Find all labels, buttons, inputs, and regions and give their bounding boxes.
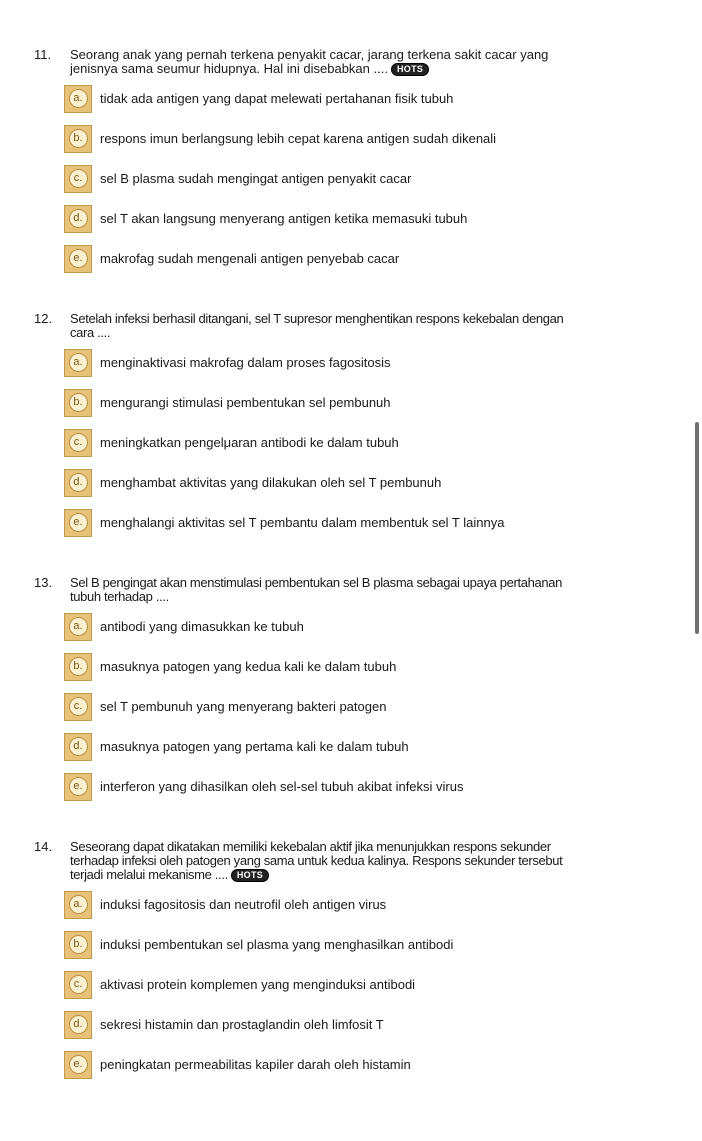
option-letter: a. xyxy=(69,89,88,108)
answer-options xyxy=(34,613,674,800)
option-b[interactable] xyxy=(64,125,674,152)
option-letter: d. xyxy=(69,1015,88,1034)
question-line: Sel B pengingat akan menstimulasi pembentukan sel B plasma sebagai upaya pertahanan xyxy=(70,575,563,590)
option-a[interactable] xyxy=(64,891,674,918)
option-marker[interactable] xyxy=(64,693,92,721)
option-marker[interactable] xyxy=(64,931,92,959)
option-d[interactable] xyxy=(64,205,674,232)
question-14 xyxy=(34,840,674,1091)
option-text: peningkatan permeabilitas kapiler darah oleh histamin xyxy=(100,1057,411,1072)
option-marker[interactable] xyxy=(64,85,92,113)
option-letter: c. xyxy=(69,697,88,716)
option-d[interactable] xyxy=(64,469,674,496)
question-number: 12. xyxy=(34,311,53,326)
question-line: tubuh terhadap .... xyxy=(70,589,169,604)
option-text: interferon yang dihasilkan oleh sel-sel tubuh akibat infeksi virus xyxy=(100,779,464,794)
hots-badge: HOTS xyxy=(391,63,429,76)
question-header xyxy=(34,840,674,882)
question-line: terjadi melalui mekanisme .... xyxy=(70,867,228,882)
option-letter: d. xyxy=(69,209,88,228)
question-header xyxy=(34,312,674,340)
option-letter: d. xyxy=(69,473,88,492)
option-a[interactable] xyxy=(64,349,674,376)
option-d[interactable] xyxy=(64,1011,674,1038)
option-letter: d. xyxy=(69,737,88,756)
option-text: sel T akan langsung menyerang antigen ketika memasuki tubuh xyxy=(100,211,468,226)
option-letter: c. xyxy=(69,975,88,994)
option-marker[interactable] xyxy=(64,971,92,999)
scrollbar[interactable] xyxy=(695,422,699,634)
option-e[interactable] xyxy=(64,245,674,272)
question-line: Setelah infeksi berhasil ditangani, sel T supresor menghentikan respons kekebalan dengan xyxy=(70,311,564,326)
question-header xyxy=(34,48,674,76)
hots-badge: HOTS xyxy=(231,869,269,882)
option-marker[interactable] xyxy=(64,165,92,193)
option-text: meningkatkan pengelμaran antibodi ke dalam tubuh xyxy=(100,435,399,450)
option-text: mengurangi stimulasi pembentukan sel pembunuh xyxy=(100,395,391,410)
answer-options xyxy=(34,349,674,536)
option-text: sel T pembunuh yang menyerang bakteri patogen xyxy=(100,699,387,714)
answer-options xyxy=(34,85,674,272)
option-letter: a. xyxy=(69,895,88,914)
option-e[interactable] xyxy=(64,773,674,800)
option-text: respons imun berlangsung lebih cepat karena antigen sudah dikenali xyxy=(100,131,497,146)
option-marker[interactable] xyxy=(64,1011,92,1039)
option-marker[interactable] xyxy=(64,733,92,761)
option-b[interactable] xyxy=(64,931,674,958)
option-marker[interactable] xyxy=(64,613,92,641)
option-c[interactable] xyxy=(64,971,674,998)
question-line: cara .... xyxy=(70,325,111,340)
option-letter: a. xyxy=(69,353,88,372)
question-line: Seseorang dapat dikatakan memiliki kekebalan aktif jika menunjukkan respons sekunder xyxy=(70,839,551,854)
option-letter: b. xyxy=(69,657,88,676)
question-13 xyxy=(34,576,674,813)
option-text: induksi fagositosis dan neutrofil oleh antigen virus xyxy=(100,897,387,912)
question-number: 13. xyxy=(34,575,53,590)
option-e[interactable] xyxy=(64,1051,674,1078)
option-text: makrofag sudah mengenali antigen penyebab cacar xyxy=(100,251,400,266)
question-line: jenisnya sama seumur hidupnya. Hal ini disebabkan .... xyxy=(70,61,388,76)
question-line: Seorang anak yang pernah terkena penyakit cacar, jarang terkena sakit cacar yang xyxy=(70,47,549,62)
option-text: menghambat aktivitas yang dilakukan oleh sel T pembunuh xyxy=(100,475,442,490)
option-b[interactable] xyxy=(64,389,674,416)
question-number: 14. xyxy=(34,839,53,854)
option-letter: b. xyxy=(69,393,88,412)
question-text xyxy=(70,48,668,76)
option-marker[interactable] xyxy=(64,125,92,153)
option-marker[interactable] xyxy=(64,389,92,417)
option-letter: c. xyxy=(69,169,88,188)
option-a[interactable] xyxy=(64,613,674,640)
option-letter: b. xyxy=(69,935,88,954)
option-letter: a. xyxy=(69,617,88,636)
option-text: aktivasi protein komplemen yang menginduksi antibodi xyxy=(100,977,416,992)
option-d[interactable] xyxy=(64,733,674,760)
option-text: antibodi yang dimasukkan ke tubuh xyxy=(100,619,304,634)
option-marker[interactable] xyxy=(64,245,92,273)
question-number: 11. xyxy=(34,47,52,62)
option-a[interactable] xyxy=(64,85,674,112)
question-text xyxy=(70,576,668,604)
option-c[interactable] xyxy=(64,693,674,720)
option-text: masuknya patogen yang kedua kali ke dalam tubuh xyxy=(100,659,397,674)
option-e[interactable] xyxy=(64,509,674,536)
question-header xyxy=(34,576,674,604)
option-marker[interactable] xyxy=(64,509,92,537)
option-text: induksi pembentukan sel plasma yang menghasilkan antibodi xyxy=(100,937,454,952)
option-c[interactable] xyxy=(64,429,674,456)
option-marker[interactable] xyxy=(64,205,92,233)
option-c[interactable] xyxy=(64,165,674,192)
question-line: terhadap infeksi oleh patogen yang sama untuk kedua kalinya. Respons sekunder tersebut xyxy=(70,853,563,868)
question-12 xyxy=(34,312,674,549)
answer-options xyxy=(34,891,674,1078)
option-letter: e. xyxy=(69,249,88,268)
option-marker[interactable] xyxy=(64,891,92,919)
option-b[interactable] xyxy=(64,653,674,680)
option-letter: c. xyxy=(69,433,88,452)
option-letter: e. xyxy=(69,513,88,532)
option-text: sel B plasma sudah mengingat antigen penyakit cacar xyxy=(100,171,412,186)
option-text: menghalangi aktivitas sel T pembantu dalam membentuk sel T lainnya xyxy=(100,515,505,530)
option-letter: e. xyxy=(69,777,88,796)
question-11 xyxy=(34,48,674,285)
option-letter: b. xyxy=(69,129,88,148)
option-letter: e. xyxy=(69,1055,88,1074)
option-text: menginaktivasi makrofag dalam proses fagositosis xyxy=(100,355,391,370)
option-text: masuknya patogen yang pertama kali ke dalam tubuh xyxy=(100,739,409,754)
question-text xyxy=(70,840,668,882)
option-marker[interactable] xyxy=(64,1051,92,1079)
option-marker[interactable] xyxy=(64,429,92,457)
question-text xyxy=(70,312,668,340)
option-marker[interactable] xyxy=(64,469,92,497)
option-marker[interactable] xyxy=(64,773,92,801)
option-marker[interactable] xyxy=(64,653,92,681)
option-text: sekresi histamin dan prostaglandin oleh limfosit T xyxy=(100,1017,384,1032)
option-text: tidak ada antigen yang dapat melewati pertahanan fisik tubuh xyxy=(100,91,454,106)
option-marker[interactable] xyxy=(64,349,92,377)
